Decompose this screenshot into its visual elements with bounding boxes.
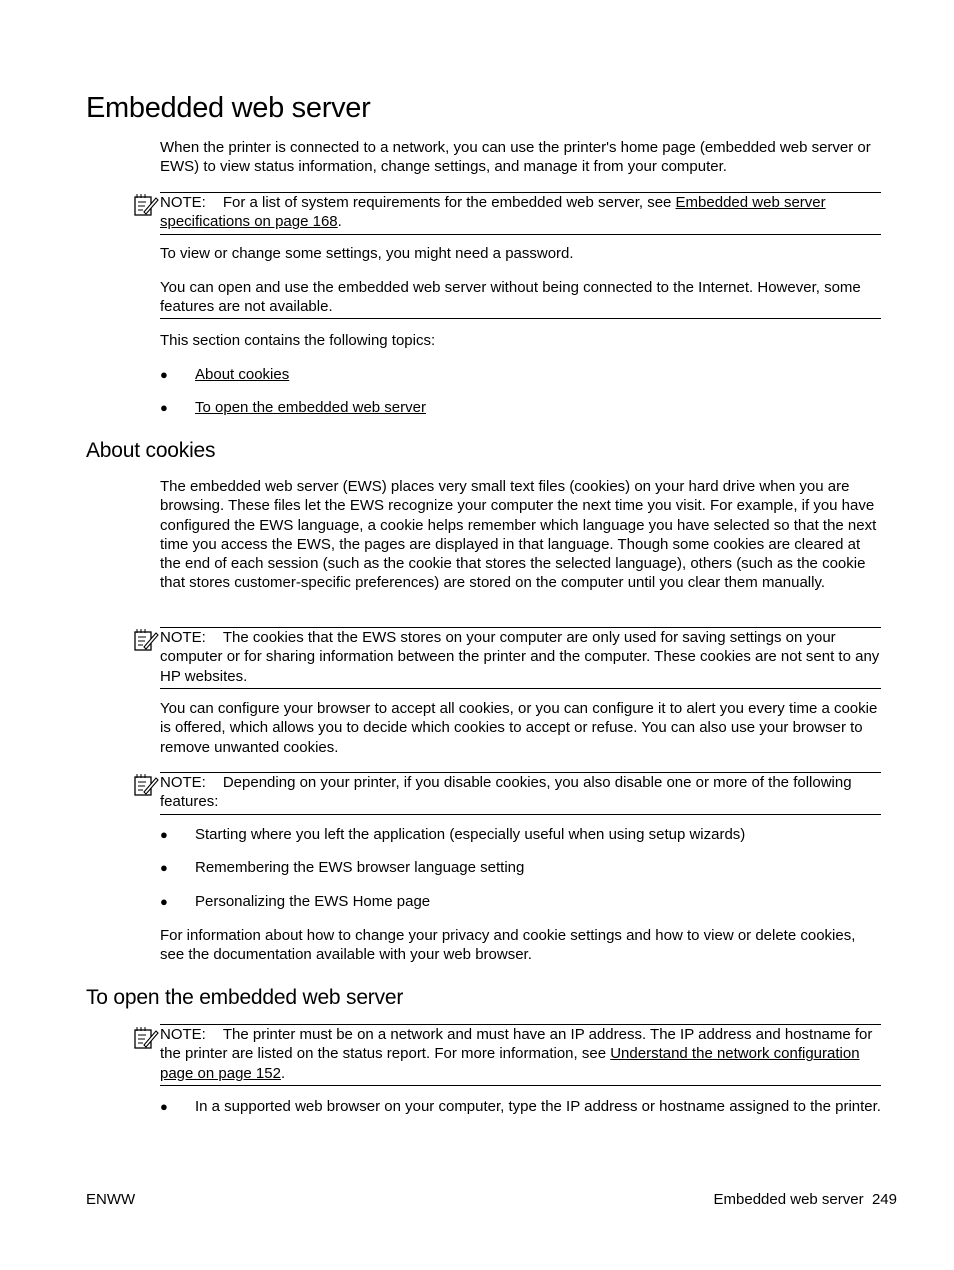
note-label: NOTE: [160, 1026, 206, 1043]
note-label: NOTE: [160, 774, 206, 791]
bullet-dot: ● [160, 894, 168, 909]
link-ews-specifications[interactable]: Embedded web server specifications on page 168 [160, 194, 826, 231]
feature-text: Remembering the EWS browser language setting [195, 859, 525, 876]
divider [160, 318, 881, 319]
footer-right [714, 1190, 897, 1209]
link-about-cookies[interactable]: About cookies [195, 366, 290, 383]
topics-intro: This section contains the following topics: [160, 332, 436, 349]
page-title: Embedded web server [86, 92, 371, 124]
note-icon [133, 193, 159, 217]
footer-left: ENWW [86, 1191, 136, 1208]
bullet-dot: ● [160, 860, 168, 875]
privacy-paragraph: For information about how to change your privacy and cookie settings and how to view or delete cookies, see the documentation available with your web browser. [160, 927, 856, 964]
intro-paragraph: When the printer is connected to a network, you can use the printer's home page (embedded web server or EWS) to view status information, change settings, and manage it from your computer. [160, 139, 871, 176]
password-paragraph: To view or change some settings, you might need a password. [160, 245, 574, 262]
cookies-paragraph: The embedded web server (EWS) places very small text files (cookies) on your hard drive when you are browsing. These files let the EWS recognize your computer the next time you visit. For example, if you have configured the EWS language, a cookie helps remember which language you have selected so that the next time you access the EWS, the pages are displayed in that language. Though some cookies are cleared at the end of each session (such as the cookie that stores the selected language), others (such as the cookie that stores customer-specific preferences) are stored on the computer until you clear them manually. [160, 478, 877, 592]
feature-text: Personalizing the EWS Home page [195, 893, 431, 910]
note-icon [133, 773, 159, 797]
note-text-end: . [337, 213, 342, 231]
offline-paragraph: You can open and use the embedded web server without being connected to the Internet. However, some features are not available. [160, 279, 861, 316]
note-icon [133, 1026, 159, 1050]
section-heading-open-ews: To open the embedded web server [86, 986, 404, 1009]
bullet-dot: ● [160, 1099, 168, 1114]
note-system-requirements [160, 192, 881, 235]
section-heading-about-cookies: About cookies [86, 439, 216, 462]
link-network-config-page[interactable]: Understand the network configuration page on page 152 [160, 1045, 860, 1082]
note-icon [133, 628, 159, 652]
note-text: For a list of system requirements for the embedded web server, see [222, 194, 676, 211]
bullet-dot: ● [160, 400, 168, 415]
link-open-ews[interactable]: To open the embedded web server [195, 399, 426, 416]
note-network-requirement [160, 1024, 881, 1086]
footer-section-title: Embedded web server [713, 1191, 864, 1208]
bullet-dot: ● [160, 827, 168, 842]
note-cookies-usage [160, 627, 881, 689]
note-disable-cookies [160, 772, 881, 815]
note-text: The printer must be on a network and must have an IP address. The IP address and hostname for the printer are listed on the status report. For more information, see [160, 1026, 873, 1063]
bullet-dot: ● [160, 367, 168, 382]
note-label: NOTE: [160, 194, 206, 211]
browser-config-paragraph: You can configure your browser to accept all cookies, or you can configure it to alert you every time a cookie is offered, which allows you to decide which cookies to accept or refuse. You can also use your browser to remove unwanted cookies. [160, 700, 878, 756]
feature-text: Starting where you left the application (especially useful when using setup wizards) [195, 826, 746, 843]
note-text: The cookies that the EWS stores on your computer are only used for saving settings on your computer or for sharing information between the printer and the computer. These cookies are not sent to any HP websites. [160, 629, 880, 685]
page-number: 249 [871, 1191, 897, 1208]
note-text: Depending on your printer, if you disable cookies, you also disable one or more of the following features: [160, 774, 852, 811]
note-label: NOTE: [160, 629, 206, 646]
step-text: In a supported web browser on your computer, type the IP address or hostname assigned to the printer. [195, 1098, 881, 1115]
note-text-end: . [280, 1064, 286, 1082]
